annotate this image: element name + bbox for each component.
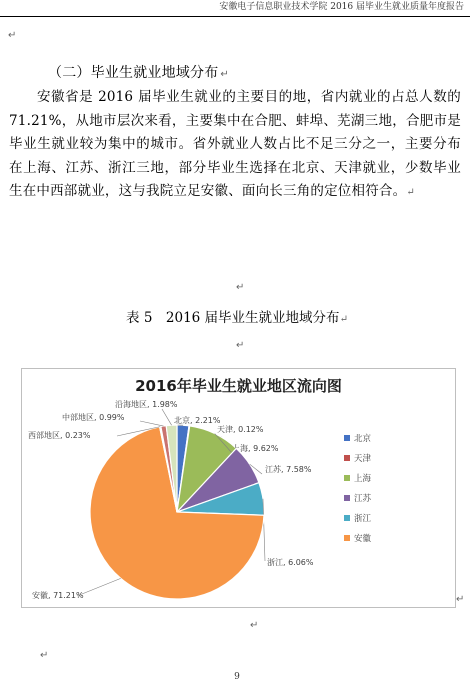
data-label-1: 天津, 0.12% <box>217 425 264 434</box>
legend-label-4: 浙江 <box>354 514 372 524</box>
legend-label-3: 江苏 <box>354 494 372 504</box>
data-label-2: 上海, 9.62% <box>232 444 279 453</box>
legend-swatch-4 <box>344 515 350 521</box>
leader-line-8 <box>162 409 172 425</box>
paragraph-mark: ↵ <box>8 30 17 41</box>
data-label-7: 中部地区, 0.99% <box>62 413 125 422</box>
page-number: 9 <box>234 672 240 682</box>
running-header-title: 安徽电子信息职业技术学院 2016 届毕业生就业质量年度报告 <box>219 2 464 12</box>
running-header <box>0 0 470 17</box>
paragraph-mark: ↵ <box>220 69 229 80</box>
section-title-text: （二）毕业生就业地域分布 <box>48 65 219 81</box>
data-label-3: 江苏, 7.58% <box>265 465 312 474</box>
data-label-8: 沿海地区, 1.98% <box>115 400 178 409</box>
pie-chart <box>21 368 456 608</box>
table-caption <box>0 306 474 326</box>
paragraph-mark: ↵ <box>250 620 259 631</box>
paragraph-mark: ↵ <box>236 340 245 351</box>
legend-swatch-2 <box>344 475 350 481</box>
chart-title: 2016年毕业生就业地区流向图 <box>135 377 342 395</box>
paragraph-mark: ↵ <box>236 282 245 293</box>
body-paragraph-text: 安徽省是 2016 届毕业生就业的主要目的地，省内就业的占总人数的 71.21%，从地市层次来看，主要集中在合肥、蚌埠、芜湖三地，合肥市是毕业生就业较为集中的城市。省外就业人数占比不足三分之一，主要分布在上海、江苏、浙江三地，部分毕业生选择在北京、天津就业，少数毕业生在中西部就业，这与我院立足安徽、面向长三角的定位相符合。 <box>9 89 461 199</box>
legend-label-5: 安徽 <box>354 534 372 544</box>
paragraph-mark: ↵ <box>40 650 49 661</box>
section-title <box>48 62 229 82</box>
legend-label-2: 上海 <box>354 474 372 484</box>
data-label-6: 西部地区, 0.23% <box>28 431 91 440</box>
legend-swatch-5 <box>344 535 350 541</box>
pie-chart-canvas <box>22 369 455 607</box>
legend-swatch-1 <box>344 455 350 461</box>
data-label-5: 安徽, 71.21% <box>32 591 84 600</box>
legend-swatch-3 <box>344 495 350 501</box>
paragraph-mark: ↵ <box>339 314 348 325</box>
table-caption-text: 表 5 2016 届毕业生就业地域分布 <box>126 310 340 326</box>
data-label-4: 浙江, 6.06% <box>267 558 314 567</box>
legend-label-0: 北京 <box>354 434 372 444</box>
data-label-0: 北京, 2.21% <box>174 416 221 425</box>
body-paragraph <box>9 86 461 205</box>
legend-label-1: 天津 <box>354 454 372 464</box>
paragraph-mark: ↵ <box>406 187 415 198</box>
legend-swatch-0 <box>344 435 350 441</box>
paragraph-mark: ↵ <box>456 594 465 605</box>
leader-line-7 <box>140 421 164 426</box>
